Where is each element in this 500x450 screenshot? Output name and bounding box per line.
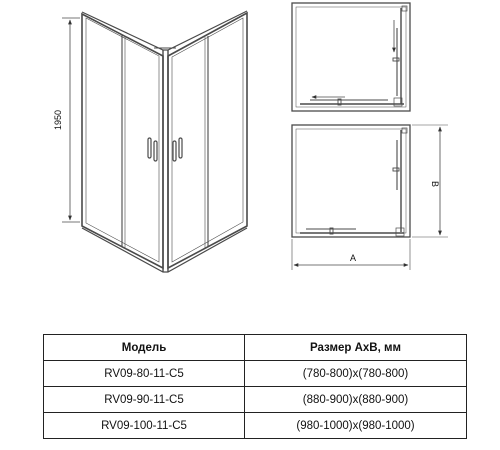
cabin-3d-view (62, 11, 247, 272)
model-cell: RV09-100-11-C5 (44, 413, 245, 439)
top-plan-closed (292, 3, 410, 111)
table-header-row (44, 335, 467, 361)
size-cell: (780-800)х(780-800) (245, 361, 467, 387)
table-row (44, 413, 467, 439)
model-cell: RV09-80-11-C5 (44, 361, 245, 387)
model-cell: RV09-90-11-C5 (44, 387, 245, 413)
size-cell: (980-1000)х(980-1000) (245, 413, 467, 439)
depth-dimension (412, 125, 448, 237)
model-size-table (43, 334, 467, 439)
top-plan-open (292, 125, 448, 270)
height-label: 1950 (53, 109, 63, 131)
table-row (44, 361, 467, 387)
door-handles (148, 138, 182, 161)
width-label: A (349, 253, 357, 263)
height-dimension (62, 18, 80, 222)
header-model: Модель (44, 335, 245, 361)
table-row (44, 387, 467, 413)
header-size: Размер АхВ, мм (245, 335, 467, 361)
depth-label: B (430, 180, 440, 188)
size-cell: (880-900)х(880-900) (245, 387, 467, 413)
